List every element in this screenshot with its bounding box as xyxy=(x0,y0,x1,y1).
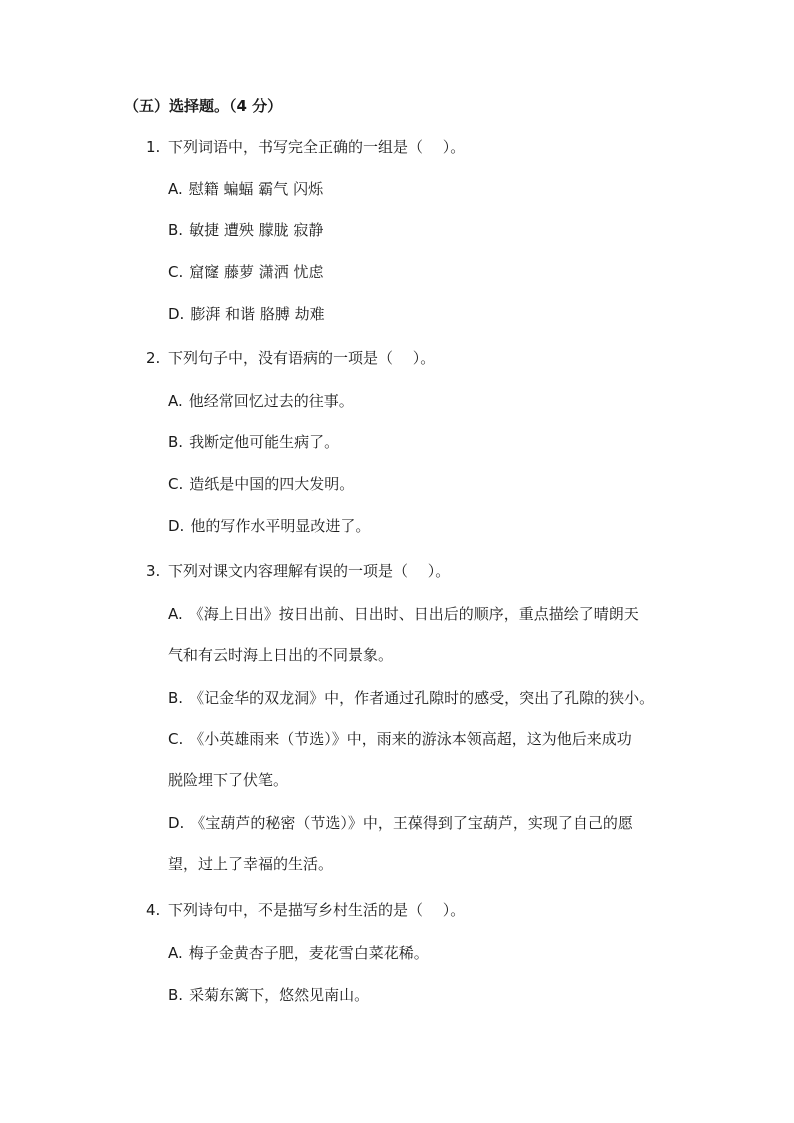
option-letter: B. xyxy=(168,433,184,451)
option-letter: A. xyxy=(168,605,183,623)
question-3-stem-line xyxy=(146,561,450,581)
question-4-number: 4. xyxy=(146,901,161,919)
section-title: （五）选择题。（4 分） xyxy=(124,97,283,115)
question-1-option-a xyxy=(168,179,323,199)
question-1-option-d xyxy=(168,304,325,324)
option-text: 造纸是中国的四大发明。 xyxy=(189,475,355,493)
question-3-number: 3. xyxy=(146,562,161,580)
question-2-stem: 下列句子中，没有语病的一项是（ ）。 xyxy=(168,349,436,367)
option-letter: C. xyxy=(168,475,184,493)
option-text: 我断定他可能生病了。 xyxy=(189,433,340,451)
option-text: 《海上日出》按日出前、日出时、日出后的顺序，重点描绘了晴朗天 xyxy=(188,605,639,623)
option-text: 《记金华的双龙洞》中，作者通过孔隙时的感受，突出了孔隙的狭小。 xyxy=(189,689,655,707)
question-4-option-b xyxy=(168,985,369,1005)
option-letter: D. xyxy=(168,305,185,323)
question-3-option-d xyxy=(168,813,633,833)
question-1-option-c xyxy=(168,262,324,282)
question-2-option-a xyxy=(168,391,354,411)
question-3-stem: 下列对课文内容理解有误的一项是（ ）。 xyxy=(168,562,451,580)
question-1-stem: 下列词语中，书写完全正确的一组是（ ）。 xyxy=(168,138,466,156)
question-4-stem-line xyxy=(146,900,465,920)
option-text: 采菊东篱下，悠然见南山。 xyxy=(189,986,370,1004)
question-3-option-b xyxy=(168,688,654,708)
question-1-stem-line xyxy=(146,137,465,157)
question-1-option-b xyxy=(168,220,323,240)
question-3-option-a-continuation: 气和有云时海上日出的不同景象。 xyxy=(168,646,394,664)
option-text: 敏捷 遭殃 朦胧 寂静 xyxy=(189,221,324,239)
question-2-option-c xyxy=(168,474,354,494)
option-letter: C. xyxy=(168,263,184,281)
option-text: 他经常回忆过去的往事。 xyxy=(188,392,354,410)
option-letter: B. xyxy=(168,221,184,239)
question-4-option-a xyxy=(168,943,429,963)
question-3-option-c-continuation: 脱险埋下了伏笔。 xyxy=(168,771,289,789)
option-letter: B. xyxy=(168,689,184,707)
question-2-number: 2. xyxy=(146,349,161,367)
question-2-option-d xyxy=(168,516,370,536)
option-letter: B. xyxy=(168,986,184,1004)
option-letter: C. xyxy=(168,730,184,748)
question-3-option-d-continuation: 望，过上了幸福的生活。 xyxy=(168,855,334,873)
option-text: 梅子金黄杏子肥，麦花雪白菜花稀。 xyxy=(188,944,429,962)
option-letter: A. xyxy=(168,392,183,410)
question-3-option-a xyxy=(168,604,639,624)
option-letter: D. xyxy=(168,517,185,535)
option-text: 膨湃 和谐 胳膊 劫难 xyxy=(190,305,325,323)
option-text: 慰籍 蝙蝠 霸气 闪烁 xyxy=(188,180,324,198)
question-3-option-c xyxy=(168,729,632,749)
option-letter: D. xyxy=(168,814,185,832)
option-letter: A. xyxy=(168,180,183,198)
question-2-stem-line xyxy=(146,348,435,368)
question-1-number: 1. xyxy=(146,138,161,156)
option-text: 《宝葫芦的秘密（节选）》中，王葆得到了宝葫芦，实现了自己的愿 xyxy=(190,814,633,832)
question-2-option-b xyxy=(168,432,339,452)
question-4-stem: 下列诗句中，不是描写乡村生活的是（ ）。 xyxy=(168,901,466,919)
option-letter: A. xyxy=(168,944,183,962)
option-text: 窟窿 藤萝 潇洒 忧虑 xyxy=(189,263,324,281)
option-text: 他的写作水平明显改进了。 xyxy=(190,517,371,535)
option-text: 《小英雄雨来（节选）》中，雨来的游泳本领高超，这为他后来成功 xyxy=(189,730,632,748)
